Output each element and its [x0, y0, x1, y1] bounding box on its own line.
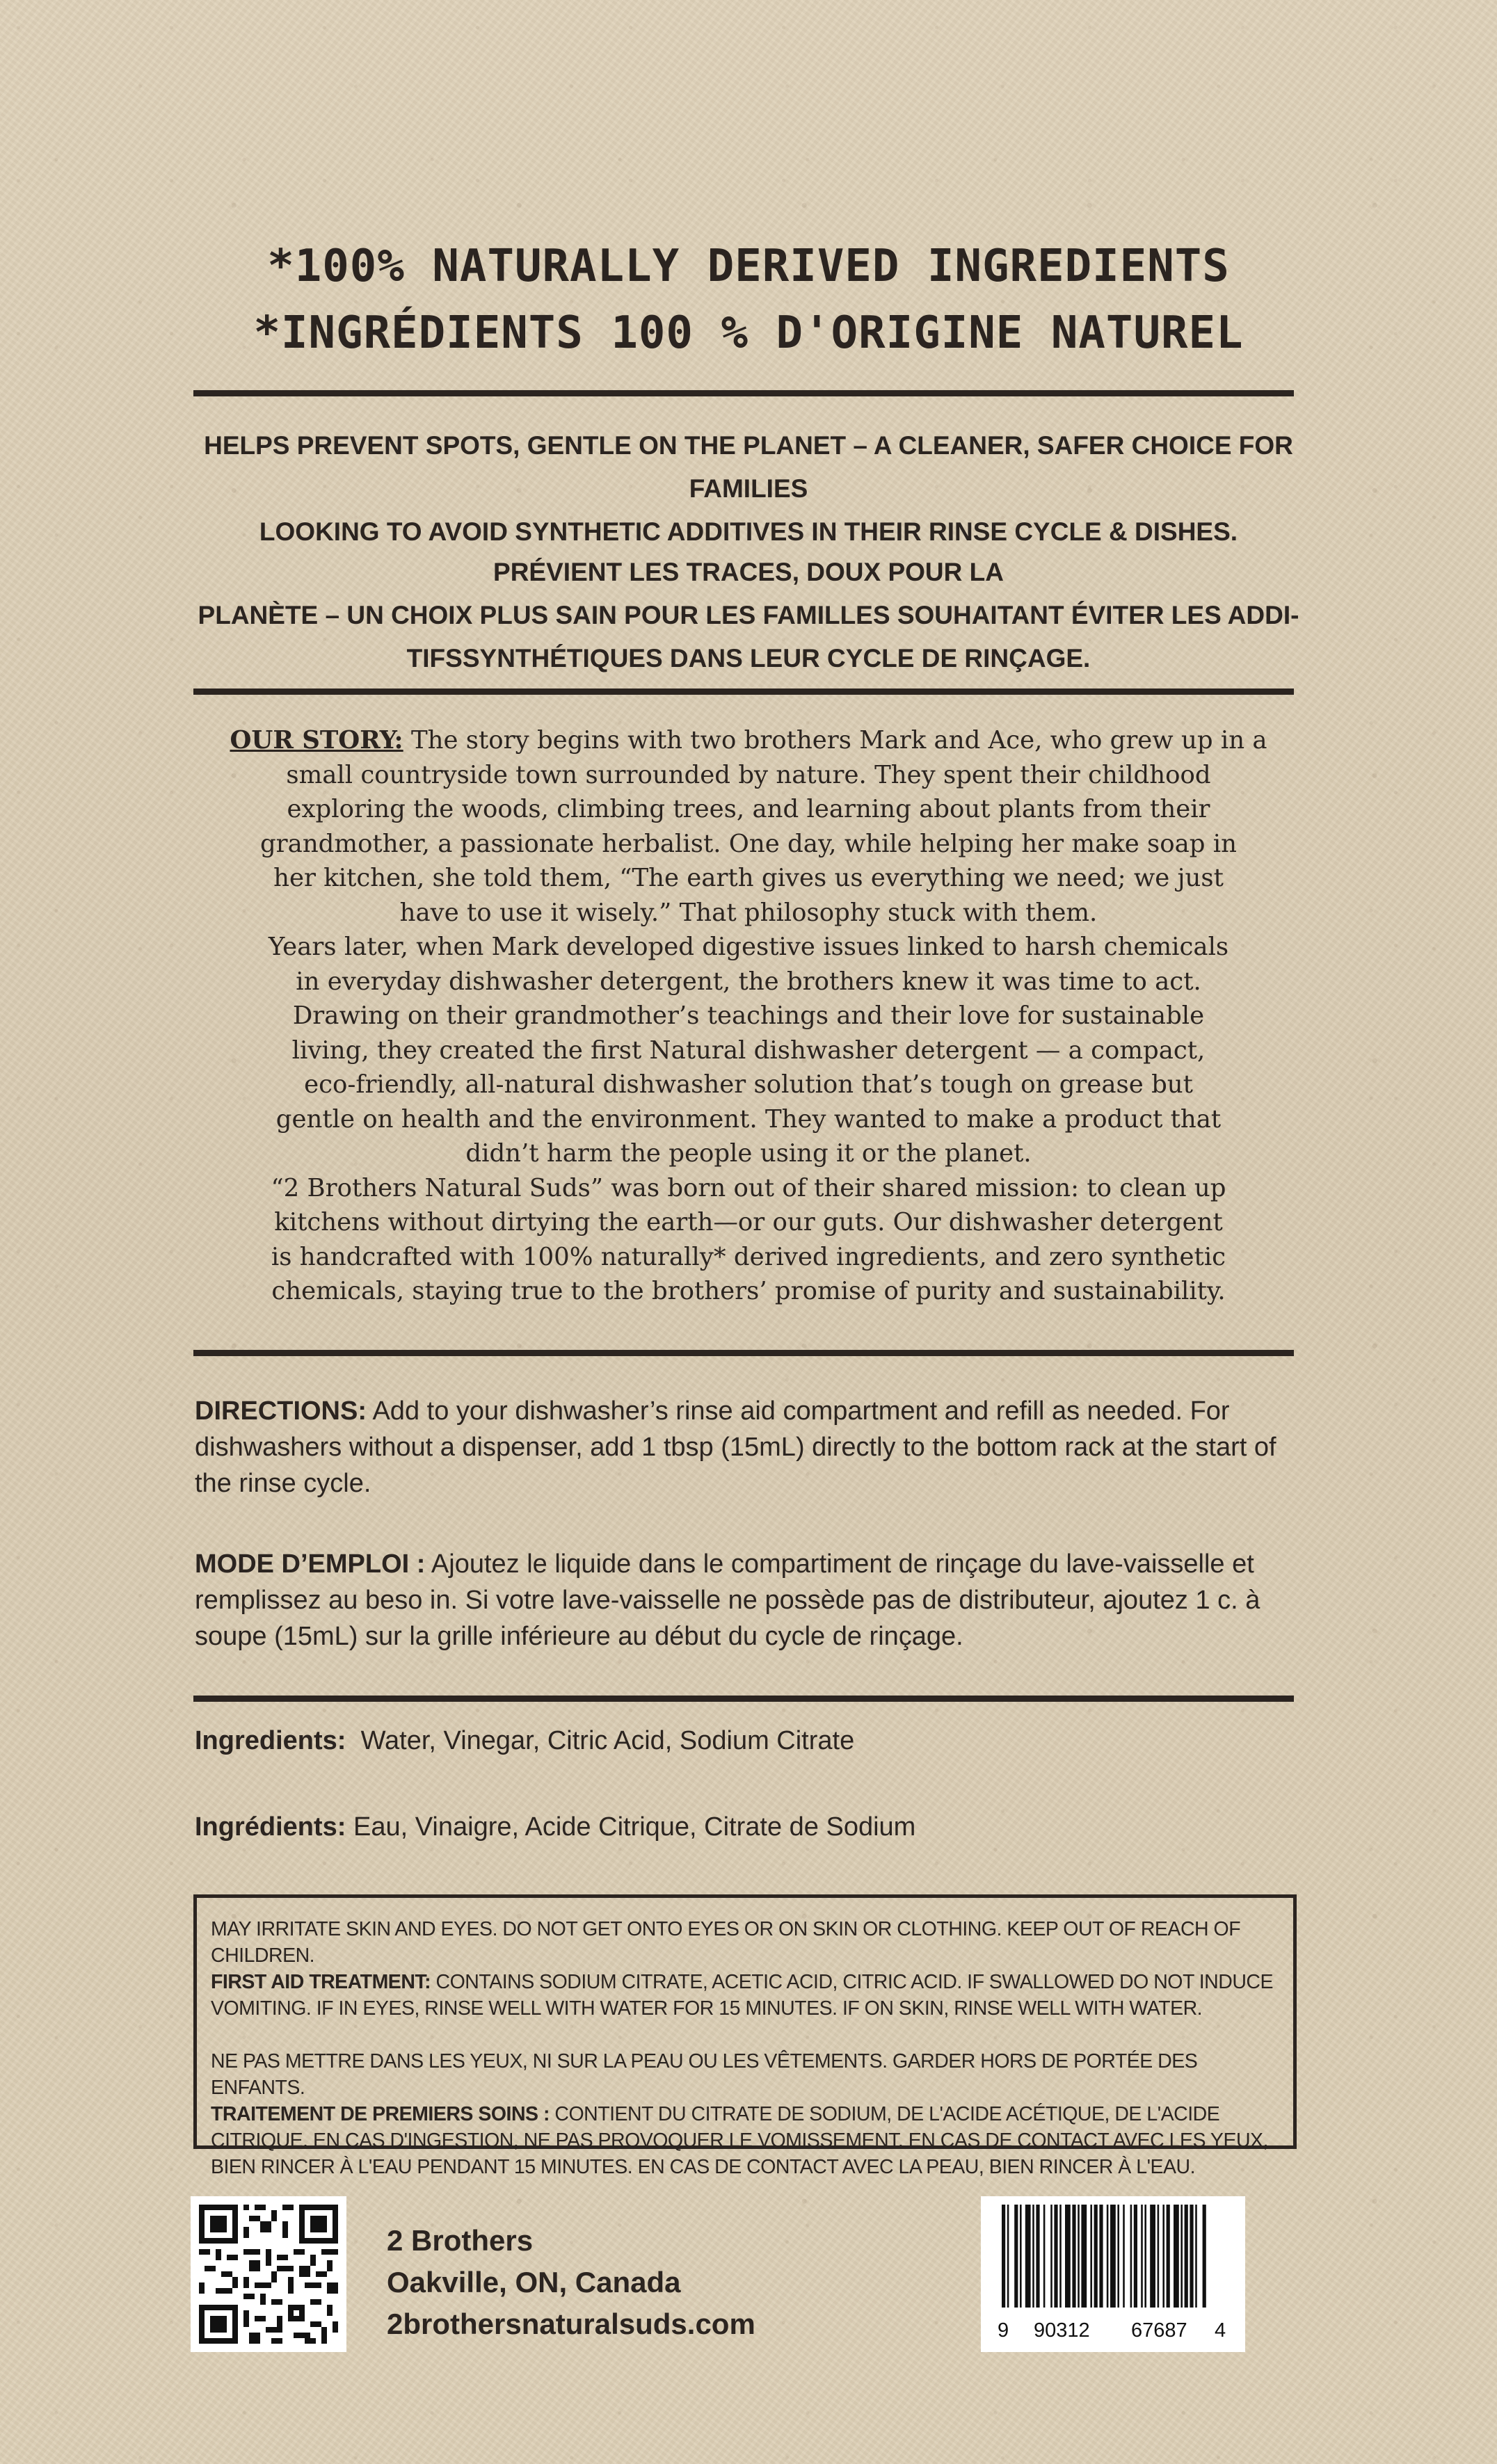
barcode-bar [1002, 2205, 1005, 2308]
company-website[interactable]: 2brothersnaturalsuds.com [387, 2308, 755, 2340]
barcode-bar [1117, 2205, 1119, 2308]
qr-code-icon[interactable] [191, 2196, 346, 2352]
warning-fr: NE PAS METTRE DANS LES YEUX, NI SUR LA PEAU OU LES VÊTEMENTS. GARDER HORS DE PORTÉE DES ENFANTS. [211, 2050, 1198, 2099]
mode-emploi [195, 1546, 1308, 1654]
first-aid-fr [211, 2101, 1279, 2180]
directions-text: Add to your dishwasher’s rinse aid compartment and refill as needed. For dishwashers without a dispenser, add 1 tbsp (15mL) directly to the bottom rack at the start of the rinse cycle. [195, 1396, 1276, 1498]
barcode-bar [1078, 2205, 1080, 2308]
barcode-bar [1123, 2205, 1125, 2308]
story-line: in everyday dishwasher detergent, the brothers knew it was time to act. [296, 967, 1201, 996]
barcode-bar [1032, 2205, 1034, 2308]
company-location: Oakville, ON, Canada [387, 2266, 681, 2298]
company-name: 2 Brothers [387, 2224, 534, 2257]
ingredients-fr [195, 1810, 1308, 1844]
our-story [181, 723, 1316, 1309]
story-text: The story begins with two brothers Mark and Ace, who grew up in a [403, 726, 1267, 755]
tagline-en-line: LOOKING TO AVOID SYNTHETIC ADDITIVES IN THEIR RINSE CYCLE & DISHES. [259, 517, 1238, 546]
barcode-bar [1050, 2205, 1052, 2308]
barcode-bar [1150, 2205, 1155, 2308]
barcode-bar [1195, 2205, 1197, 2308]
ingredients-en-label: Ingredients: [195, 1726, 346, 1755]
spacer [211, 2022, 1279, 2048]
barcode-bar [1141, 2205, 1143, 2308]
story-line [181, 723, 1316, 758]
tagline-en-line: HELPS PREVENT SPOTS, GENTLE ON THE PLANET – A CLEANER, SAFER CHOICE FOR FAMILIES [204, 431, 1293, 503]
first-aid-en-text: CONTAINS SODIUM CITRATE, ACETIC ACID, CITRIC ACID. IF SWALLOWED DO NOT INDUCE VOMITING. IF IN EYES, RINSE WELL WITH WATER FOR 15 MINUTES. IF ON SKIN, RINSE WELL WITH WATER. [211, 1971, 1274, 2020]
barcode-digit: 90312 [1034, 2319, 1090, 2342]
barcode-bar [1090, 2205, 1092, 2308]
tagline-fr [174, 551, 1323, 680]
company-address [387, 2220, 755, 2345]
barcode-bar [1099, 2205, 1103, 2308]
story-line: eco-friendly, all-natural dishwasher solution that’s tough on grease but [304, 1070, 1193, 1099]
directions [195, 1393, 1308, 1501]
barcode-bar [1054, 2205, 1057, 2308]
story-line: Drawing on their grandmother’s teachings and their love for sustainable [292, 1001, 1205, 1030]
divider [193, 390, 1294, 396]
barcode-bar [1144, 2205, 1146, 2308]
ingredients-en-text: Water, Vinegar, Citric Acid, Sodium Citrate [346, 1726, 855, 1755]
warning-en: MAY IRRITATE SKIN AND EYES. DO NOT GET ONTO EYES OR ON SKIN OR CLOTHING. KEEP OUT OF REACH OF CHILDREN. [211, 1918, 1241, 1967]
warning-box [193, 1894, 1297, 2178]
barcode-bars [981, 2196, 1245, 2314]
mode-emploi-text: Ajoutez le liquide dans le compartiment de rinçage du lave-vaisselle et remplissez au beso in. Si votre lave-vaisselle ne possède pas de distributeur, ajoutez 1 c. à soupe (15mL) sur la grille inférieure au début du cycle de rinçage. [195, 1549, 1260, 1651]
barcode-bar [1081, 2205, 1087, 2308]
divider [193, 1696, 1294, 1702]
barcode-digit: 9 [998, 2319, 1009, 2342]
first-aid-en-label: FIRST AID TREATMENT: [211, 1971, 431, 1993]
barcode-bar [1025, 2205, 1031, 2308]
story-line: gentle on health and the environment. They wanted to make a product that [275, 1104, 1222, 1134]
story-line: small countryside town surrounded by nature. They spent their childhood [286, 760, 1211, 789]
tagline-fr-line: TIFSSYNTHÉTIQUES DANS LEUR CYCLE DE RINÇAGE. [406, 644, 1091, 673]
ingredients-en [195, 1723, 1308, 1758]
headline-fr: *INGRÉDIENTS 100 % D'ORIGINE NATUREL [253, 307, 1244, 359]
barcode-bar [1174, 2205, 1179, 2308]
barcode-bar [1014, 2205, 1018, 2308]
barcode-icon [981, 2196, 1245, 2352]
qr-code-graphic [199, 2205, 338, 2344]
barcode-digits [981, 2319, 1245, 2342]
story-line: chemicals, staying true to the brothers’ promise of purity and sustainability. [271, 1277, 1226, 1305]
ingredients-fr-label: Ingrédients: [195, 1812, 346, 1842]
headline [0, 233, 1497, 367]
story-line: didn’t harm the people using it or the planet. [465, 1139, 1032, 1168]
barcode-bar [1007, 2205, 1009, 2308]
headline-en: *100% NATURALLY DERIVED INGREDIENTS [267, 241, 1230, 292]
first-aid-fr-label: TRAITEMENT DE PREMIERS SOINS : [211, 2103, 550, 2125]
barcode-bar [1110, 2205, 1116, 2308]
story-line: kitchens without dirtying the earth—or our guts. Our dishwasher detergent [274, 1208, 1223, 1237]
divider [193, 1350, 1294, 1356]
tagline-en [174, 424, 1323, 554]
barcode-bar [1065, 2205, 1071, 2308]
barcode-digit: 4 [1215, 2319, 1226, 2342]
barcode-bar [1020, 2205, 1022, 2308]
barcode-bar [1185, 2205, 1188, 2308]
story-line: her kitchen, she told them, “The earth gives us everything we need; we just [273, 864, 1224, 892]
barcode-bar [1134, 2205, 1137, 2308]
barcode-digit: 67687 [1131, 2319, 1187, 2342]
barcode-bar [1180, 2205, 1183, 2308]
story-line: exploring the woods, climbing trees, and learning about plants from their [287, 795, 1210, 823]
barcode-bar [1158, 2205, 1160, 2308]
story-line: Years later, when Mark developed digestive issues linked to harsh chemicals [268, 933, 1229, 961]
tagline-fr-line: PLANÈTE – UN CHOIX PLUS SAIN POUR LES FAMILLES SOUHAITANT ÉVITER LES ADDI- [198, 601, 1299, 629]
barcode-bar [1162, 2205, 1164, 2308]
story-lead: OUR STORY: [230, 726, 403, 755]
barcode-bar [1130, 2205, 1132, 2308]
first-aid-fr-text: CONTIENT DU CITRATE DE SODIUM, DE L'ACIDE ACÉTIQUE, DE L'ACIDE CITRIQUE. EN CAS D'INGESTION, NE PAS PROVOQUER LE VOMISSEMENT. EN CAS DE CONTACT AVEC LES YEUX, BIEN RINCER À L'EAU PENDANT 15 MINUTES. EN CAS DE CONTACT AVEC LA PEAU, BIEN RINCER À L'EAU. [211, 2103, 1268, 2178]
mode-emploi-label: MODE D’EMPLOI : [195, 1549, 426, 1579]
story-line: grandmother, a passionate herbalist. One day, while helping her make soap in [259, 829, 1238, 858]
first-aid-en [211, 1969, 1279, 2022]
barcode-bar [1190, 2205, 1193, 2308]
barcode-bar [1167, 2205, 1170, 2308]
barcode-bar [1036, 2205, 1039, 2308]
barcode-bar [1203, 2205, 1206, 2308]
ingredients-fr-text: Eau, Vinaigre, Acide Citrique, Citrate de Sodium [346, 1812, 916, 1842]
barcode-bar [1094, 2205, 1098, 2308]
story-line: have to use it wisely.” That philosophy stuck with them. [399, 898, 1098, 927]
barcode-bar [1072, 2205, 1075, 2308]
story-line: “2 Brothers Natural Suds” was born out of their shared mission: to clean up [271, 1173, 1226, 1202]
divider [193, 689, 1294, 695]
story-line: living, they created the first Natural dishwasher detergent — a compact, [291, 1036, 1206, 1065]
directions-label: DIRECTIONS: [195, 1396, 367, 1426]
barcode-bar [1107, 2205, 1109, 2308]
story-line: is handcrafted with 100% naturally* derived ingredients, and zero synthetic [271, 1242, 1226, 1271]
barcode-bar [1059, 2205, 1062, 2308]
tagline-fr-line: PRÉVIENT LES TRACES, DOUX POUR LA [493, 558, 1004, 586]
barcode-bar [1043, 2205, 1046, 2308]
